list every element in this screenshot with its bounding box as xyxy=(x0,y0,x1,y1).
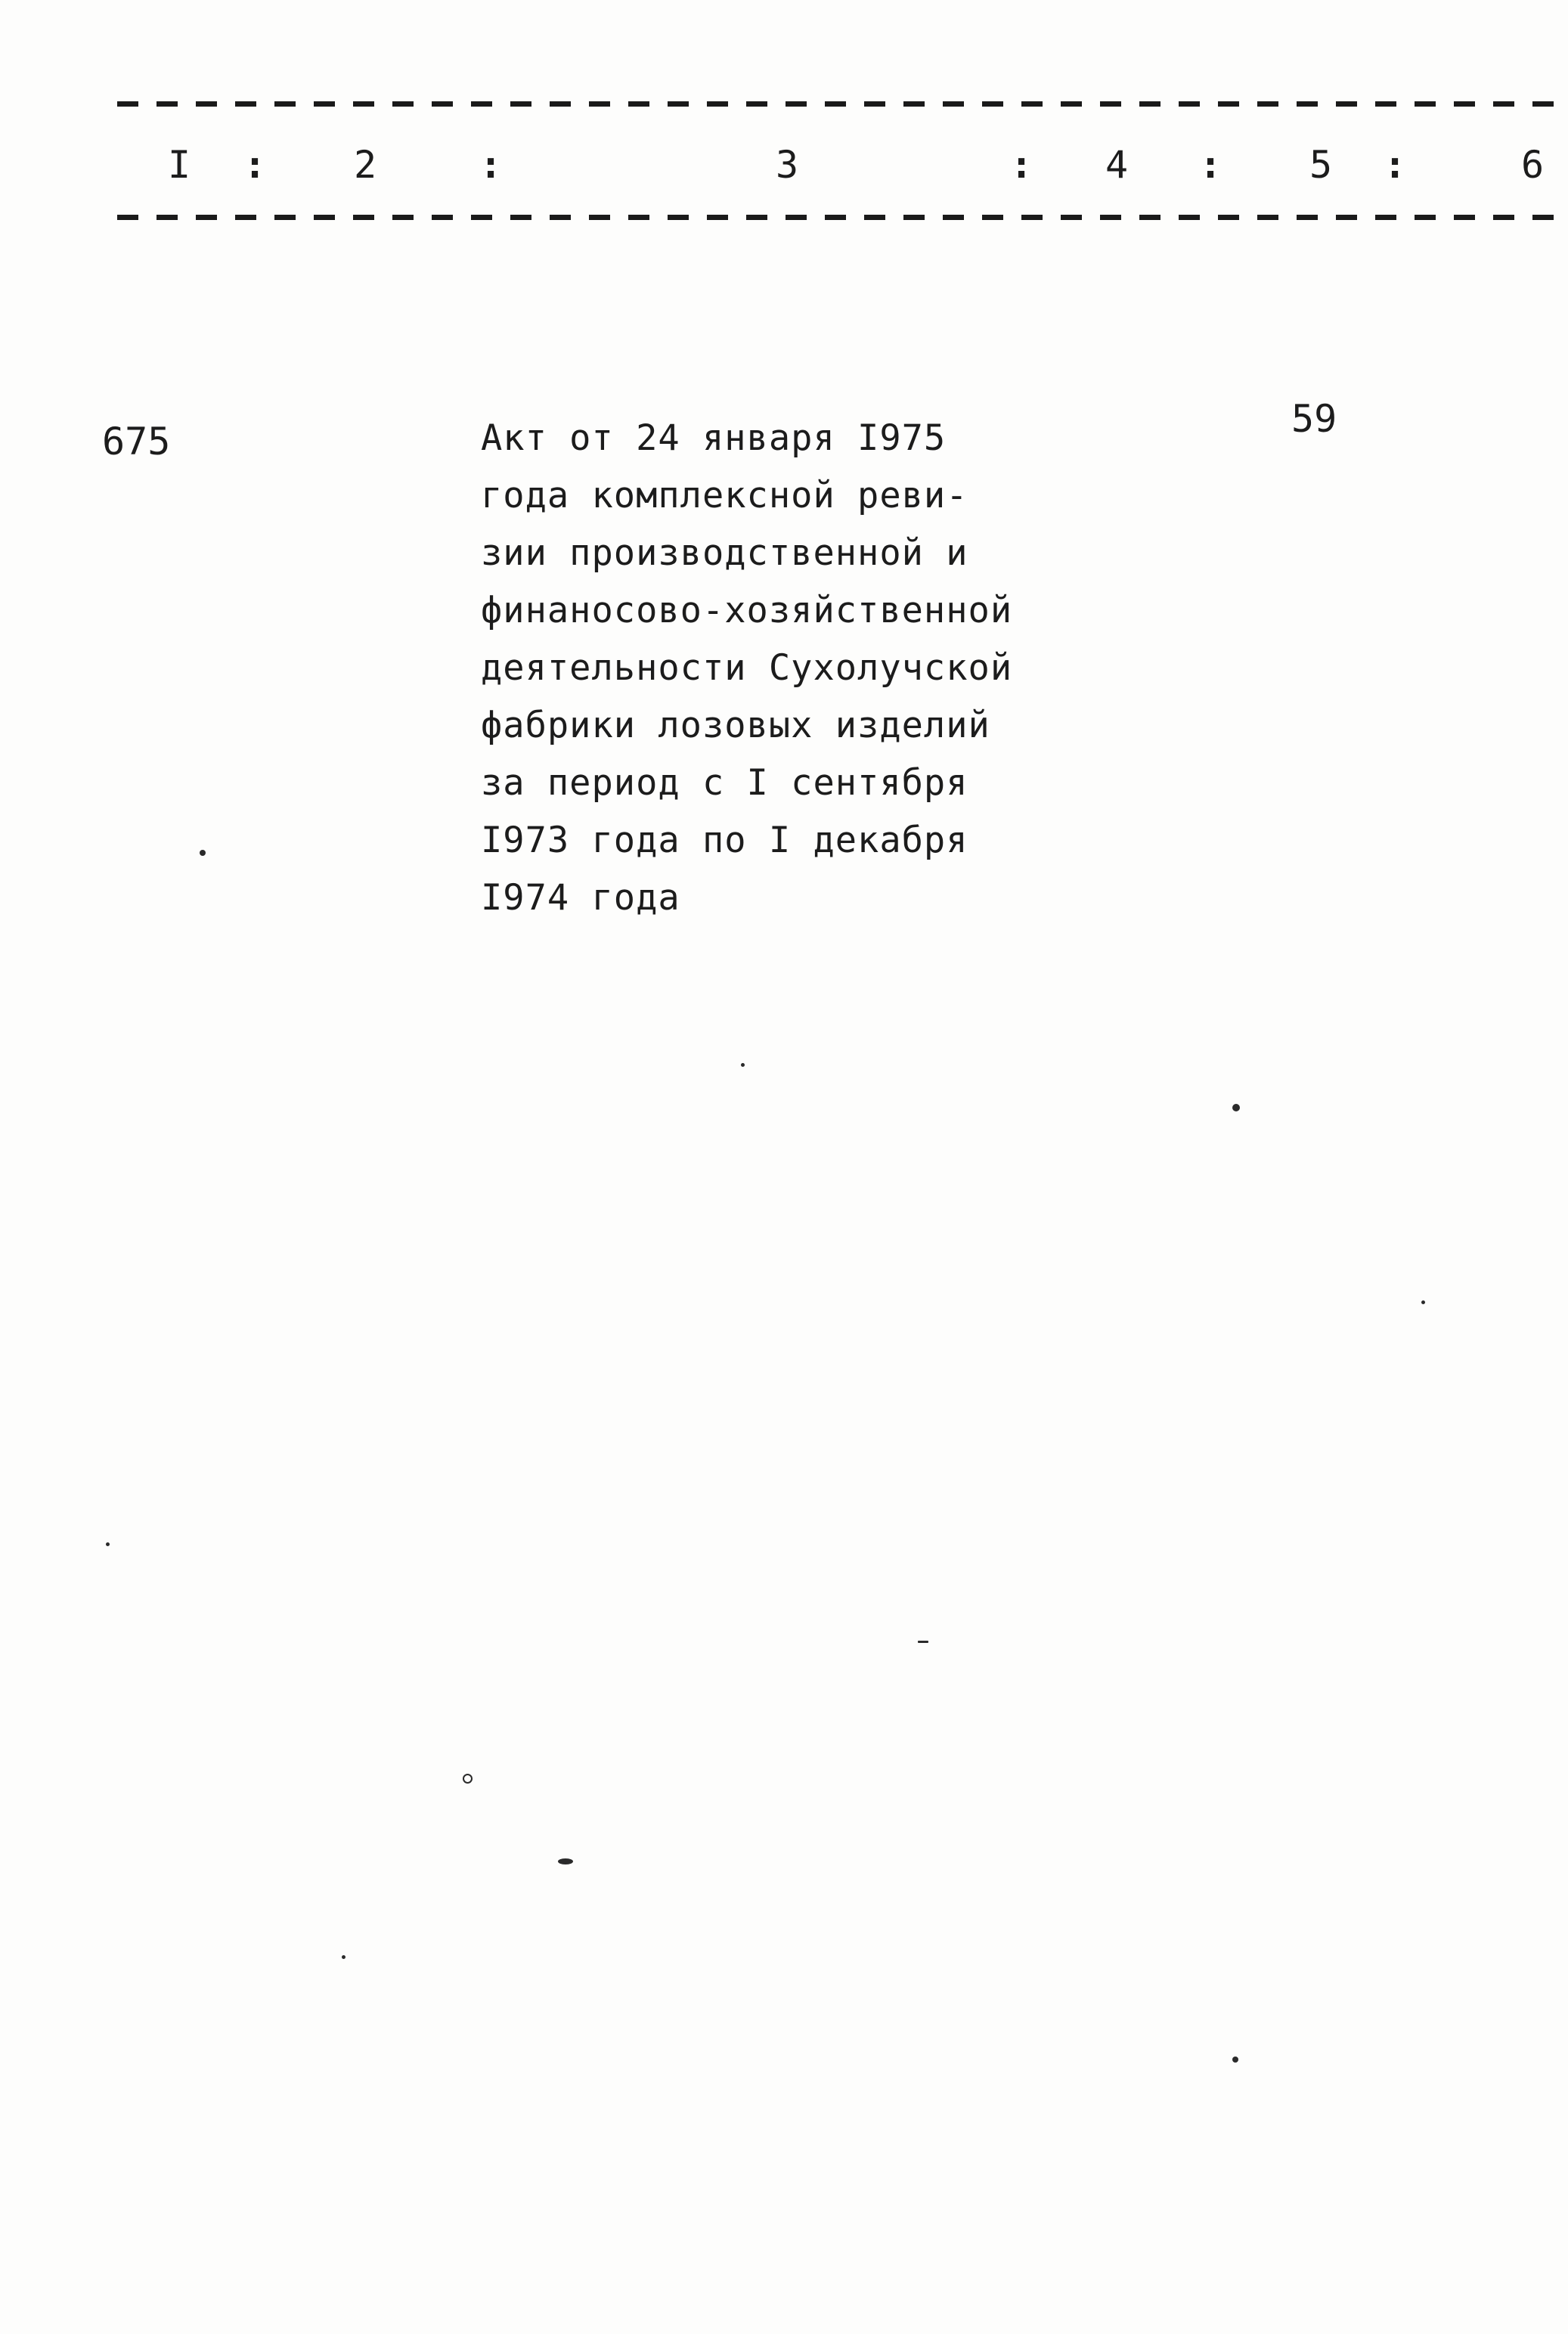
entry-number: 675 xyxy=(102,420,171,463)
scan-speck xyxy=(1232,2057,1238,2063)
description-line: зии производственной и xyxy=(481,532,968,574)
column-header-2: 2 xyxy=(354,143,377,187)
description-line: финаносово-хозяйственной xyxy=(481,590,1013,631)
header-top-dashed-rule xyxy=(117,101,1568,107)
entry-sheet-count: 59 xyxy=(1291,397,1337,441)
column-header-1: I xyxy=(168,143,191,187)
column-header-3: 3 xyxy=(776,143,799,187)
header-bottom-dashed-rule xyxy=(117,215,1568,220)
column-separator: : xyxy=(1010,143,1033,187)
description-line: фабрики лозовых изделий xyxy=(481,705,990,746)
description-line: I973 года по I декабря xyxy=(481,820,968,861)
column-header-5: 5 xyxy=(1309,143,1333,187)
column-separator: : xyxy=(1384,143,1407,187)
column-header-4: 4 xyxy=(1105,143,1129,187)
scan-speck xyxy=(1232,1104,1240,1111)
scan-speck xyxy=(741,1063,745,1067)
entry-description xyxy=(481,410,1055,927)
scan-speck xyxy=(918,1641,928,1643)
scan-speck xyxy=(106,1542,110,1546)
scan-speck xyxy=(463,1774,473,1784)
scan-speck xyxy=(558,1858,573,1864)
description-line: Акт от 24 января I975 xyxy=(481,417,947,459)
column-separator: : xyxy=(1199,143,1222,187)
scan-speck xyxy=(200,850,206,856)
column-separator: : xyxy=(243,143,267,187)
description-line: за период с I сентября xyxy=(481,762,968,804)
column-header-6: 6 xyxy=(1521,143,1545,187)
scan-speck xyxy=(1421,1300,1425,1304)
column-separator: : xyxy=(479,143,503,187)
description-line: I974 года xyxy=(481,877,680,919)
description-line: деятельности Сухолучской xyxy=(481,647,1013,689)
scan-speck xyxy=(342,1955,346,1959)
description-line: года комплексной реви- xyxy=(481,475,968,516)
